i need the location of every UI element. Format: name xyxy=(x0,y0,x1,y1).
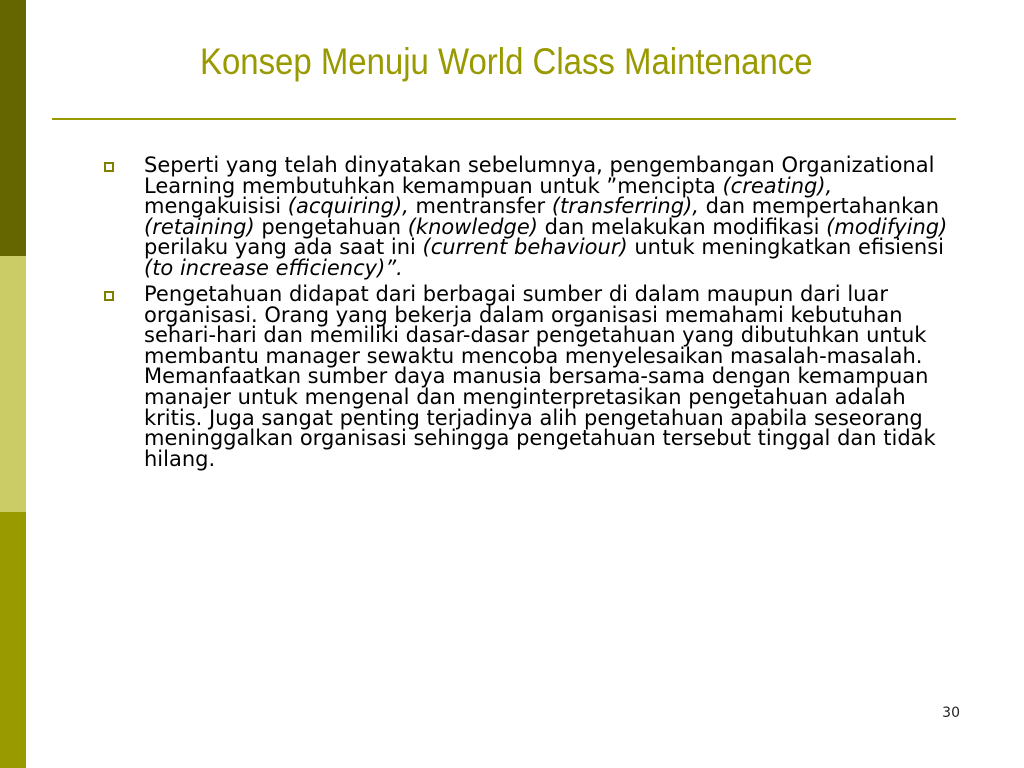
bullet-list xyxy=(0,155,1024,469)
text-run: Seperti yang telah dinyatakan sebelumnya, pengembangan Organizational Learning membutuhkan kemampuan untuk ”mencipta xyxy=(144,153,935,198)
text-run: Pengetahuan didapat dari berbagai sumber di dalam maupun dari luar organisasi. Orang yang bekerja dalam organisasi memahami kebutuhan sehari-hari dan memiliki dasar-dasar pengetahuan yang dibutuhkan untuk membantu manager sewaktu mencoba menyelesaikan masalah-masalah. Memanfaatkan sumber daya manusia bersama-sama dengan kemampuan manajer untuk mengenal dan menginterpretasikan pengetahuan adalah kritis. Juga sangat penting terjadinya alih pengetahuan apabila seseorang meninggalkan organisasi sehingga pengetahuan tersebut tinggal dan tidak hilang. xyxy=(144,281,936,471)
bullet-item xyxy=(0,281,1024,471)
text-run: (modifying) xyxy=(826,214,948,239)
text-run: (creating), xyxy=(722,173,833,198)
title-divider xyxy=(52,118,956,120)
text-run: (acquiring), xyxy=(287,194,409,219)
side-bar-segment-bottom xyxy=(0,512,26,768)
hollow-square-bullet-icon xyxy=(104,162,114,172)
bullet-text xyxy=(144,281,960,471)
text-run: (to increase efficiency)”. xyxy=(144,255,403,280)
slide-number: 30 xyxy=(942,705,960,721)
text-run: dan mempertahankan xyxy=(698,194,940,219)
text-run: (retaining) xyxy=(144,214,255,239)
text-run: (knowledge) xyxy=(407,214,538,239)
text-run: mentransfer xyxy=(408,194,552,219)
slide-title: Konsep Menuju World Class Maintenance xyxy=(200,41,813,82)
text-run: perilaku yang ada saat ini xyxy=(144,235,423,260)
bullet-text xyxy=(144,155,960,279)
text-run: mengakuisisi xyxy=(144,194,288,219)
bullet-item xyxy=(0,155,1024,279)
text-run: (transferring), xyxy=(551,194,699,219)
hollow-square-bullet-icon xyxy=(104,291,114,301)
text-run: (current behaviour) xyxy=(422,235,628,260)
text-run: dan melakukan modifikasi xyxy=(537,214,827,239)
text-run: pengetahuan xyxy=(254,214,408,239)
text-run: untuk meningkatkan efisiensi xyxy=(627,235,944,260)
